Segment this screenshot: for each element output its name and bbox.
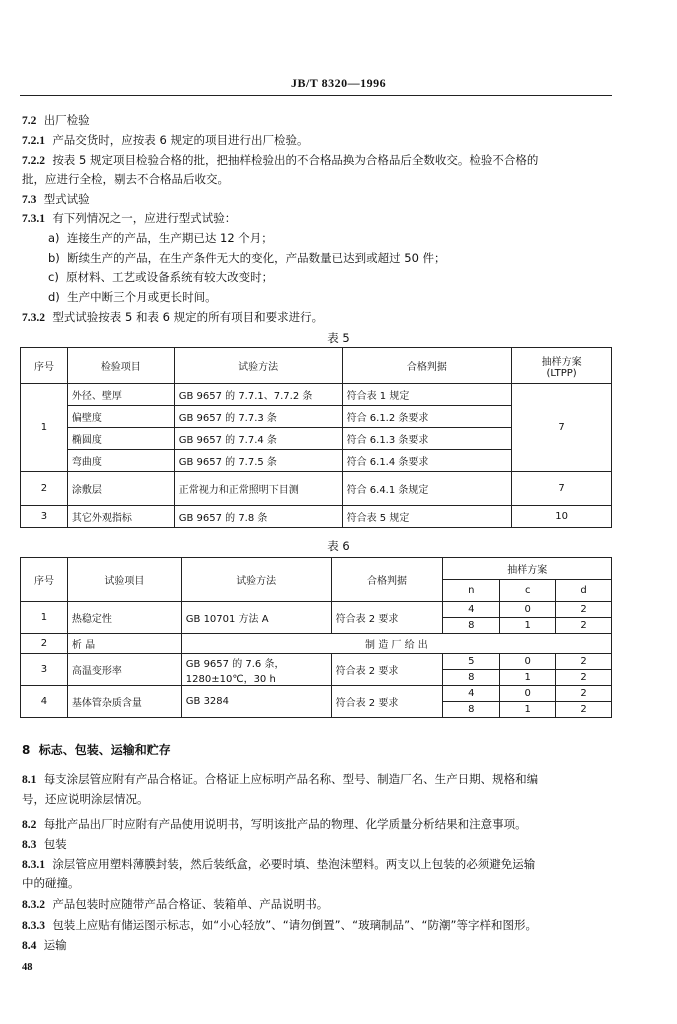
table-cell: 其它外观指标 [67, 506, 174, 528]
clause-7-3: 7.3 型式试验 [22, 192, 90, 206]
table6-caption: 表 6 [327, 539, 350, 553]
table-cell: 1 [500, 618, 556, 634]
t6-header-criteria: 合格判据 [331, 558, 443, 602]
table-cell: 7 [512, 384, 612, 472]
table-cell: 符合表 1 规定 [342, 384, 512, 406]
clause-7-2: 7.2 出厂检验 [22, 113, 90, 127]
table-cell: GB 9657 的 7.8 条 [174, 506, 342, 528]
table-cell: 2 [21, 634, 68, 654]
table-cell: 高温变形率 [67, 654, 181, 686]
table-cell: 符合表 2 要求 [331, 686, 443, 718]
table-cell: 符合 6.1.3 条要求 [342, 428, 512, 450]
table-cell: 析 晶 [67, 634, 181, 654]
clause-7-3-1: 7.3.1 有下列情况之一，应进行型式试验： [22, 211, 237, 225]
table-cell: GB 9657 的 7.7.3 条 [174, 406, 342, 428]
table-cell: 4 [443, 686, 500, 702]
table-cell: 2 [556, 686, 612, 702]
t6-header-sampling: 抽样方案 [443, 558, 612, 580]
t6-header-d: d [556, 580, 612, 602]
table-cell: 涂敷层 [67, 472, 174, 506]
clause-8-4: 8.4 运输 [22, 938, 67, 952]
table5-caption: 表 5 [327, 331, 350, 345]
table-cell: 椭圆度 [67, 428, 174, 450]
table-cell: 8 [443, 702, 500, 718]
table-cell: 符合表 2 要求 [331, 654, 443, 686]
clause-8-3: 8.3 包装 [22, 837, 67, 851]
page-header: JB/T 8320—1996 [290, 76, 387, 90]
table-cell: 0 [500, 654, 556, 670]
table-cell: 1 [21, 384, 68, 472]
table-cell: GB 9657 的 7.6 条， 1280±10℃，30 h [181, 654, 331, 686]
clause-7-2-2: 7.2.2 按表 5 规定项目检验合格的批，把抽样检验出的不合格品换为合格品后全数收交。检验不合格的 [22, 153, 539, 167]
table-cell: GB 10701 方法 A [181, 602, 331, 634]
table-cell: 0 [500, 686, 556, 702]
clause-8-3-1-cont: 中的碰撞。 [22, 876, 80, 890]
table-cell: GB 9657 的 7.7.1、7.7.2 条 [174, 384, 342, 406]
clause-8-1: 8.1 每支涂层管应附有产品合格证。合格证上应标明产品名称、型号、制造厂名、生产日期、规格和编 [22, 772, 539, 786]
t5-header-method: 试验方法 [174, 348, 342, 384]
item-a: a) 连接生产的产品，生产期已达 12 个月； [48, 231, 273, 245]
table-5 [20, 347, 612, 528]
clause-7-2-2-cont: 批，应进行全检，剔去不合格品后收交。 [22, 172, 229, 186]
table-cell: 偏壁度 [67, 406, 174, 428]
table-cell: 2 [556, 602, 612, 618]
clause-8-3-2: 8.3.2 产品包装时应随带产品合格证、装箱单、产品说明书。 [22, 897, 329, 911]
clause-8-2: 8.2 每批产品出厂时应附有产品使用说明书，写明该批产品的物理、化学质量分析结果和注意事项。 [22, 817, 527, 831]
t5-header-criteria: 合格判据 [342, 348, 512, 384]
table-cell: 基体管杂质含量 [67, 686, 181, 718]
table-cell: 制 造 厂 给 出 [181, 634, 611, 654]
table-cell: GB 3284 [181, 686, 331, 718]
clause-8-3-1: 8.3.1 涂层管应用塑料薄膜封装，然后装纸盒，必要时填、垫泡沫塑料。两支以上包装的必须避免运输 [22, 857, 536, 871]
table-cell: 2 [556, 618, 612, 634]
table-cell: 符合 6.1.4 条要求 [342, 450, 512, 472]
item-b: b) 断续生产的产品，在生产条件无大的变化，产品数量已达到或超过 50 件； [48, 251, 446, 265]
table-cell: 符合表 5 规定 [342, 506, 512, 528]
table-cell: 1 [21, 602, 68, 634]
header-rule [20, 95, 612, 96]
table-cell: 2 [556, 702, 612, 718]
table-cell: 4 [21, 686, 68, 718]
table-cell: 3 [21, 506, 68, 528]
table-cell: 5 [443, 654, 500, 670]
table-cell: 热稳定性 [67, 602, 181, 634]
table-cell: 2 [21, 472, 68, 506]
clause-8-1-cont: 号，还应说明涂层情况。 [22, 792, 149, 806]
table-cell: 10 [512, 506, 612, 528]
table-cell: GB 9657 的 7.7.5 条 [174, 450, 342, 472]
item-c: c) 原材料、工艺或设备系统有较大改变时； [48, 270, 274, 284]
table-cell: 正常视力和正常照明下目测 [174, 472, 342, 506]
table-cell: 7 [512, 472, 612, 506]
table-cell: GB 9657 的 7.7.4 条 [174, 428, 342, 450]
table-cell: 外径、壁厚 [67, 384, 174, 406]
clause-7-2-1: 7.2.1 产品交货时，应按表 6 规定的项目进行出厂检验。 [22, 133, 309, 147]
table-cell: 4 [443, 602, 500, 618]
table-cell: 符合表 2 要求 [331, 602, 443, 634]
table-cell: 0 [500, 602, 556, 618]
table-cell: 1 [500, 702, 556, 718]
t5-header-sampling: 抽样方案 (LTPP) [512, 348, 612, 384]
table-cell: 8 [443, 618, 500, 634]
t5-header-seq: 序号 [21, 348, 68, 384]
table-cell: 1 [500, 670, 556, 686]
item-d: d) 生产中断三个月或更长时间。 [48, 290, 217, 304]
table-cell: 3 [21, 654, 68, 686]
t6-header-c: c [500, 580, 556, 602]
table-cell: 弯曲度 [67, 450, 174, 472]
table-cell: 2 [556, 670, 612, 686]
table-cell: 8 [443, 670, 500, 686]
table-cell: 符合 6.4.1 条规定 [342, 472, 512, 506]
clause-7-3-2: 7.3.2 型式试验按表 5 和表 6 规定的所有项目和要求进行。 [22, 310, 324, 324]
t5-header-item: 检验项目 [67, 348, 174, 384]
table-6 [20, 557, 612, 718]
clause-8-3-3: 8.3.3 包装上应贴有储运图示标志，如“小心轻放”、“请勿倒置”、“玻璃制品”、“防潮”等字样和图形。 [22, 918, 537, 932]
table-cell: 符合 6.1.2 条要求 [342, 406, 512, 428]
t6-header-method: 试验方法 [181, 558, 331, 602]
table-cell: 2 [556, 654, 612, 670]
t6-header-item: 试验项目 [67, 558, 181, 602]
t6-header-seq: 序号 [21, 558, 68, 602]
page-number: 48 [22, 962, 33, 973]
section-8-title: 8 标志、包装、运输和贮存 [22, 743, 171, 757]
t6-header-n: n [443, 580, 500, 602]
